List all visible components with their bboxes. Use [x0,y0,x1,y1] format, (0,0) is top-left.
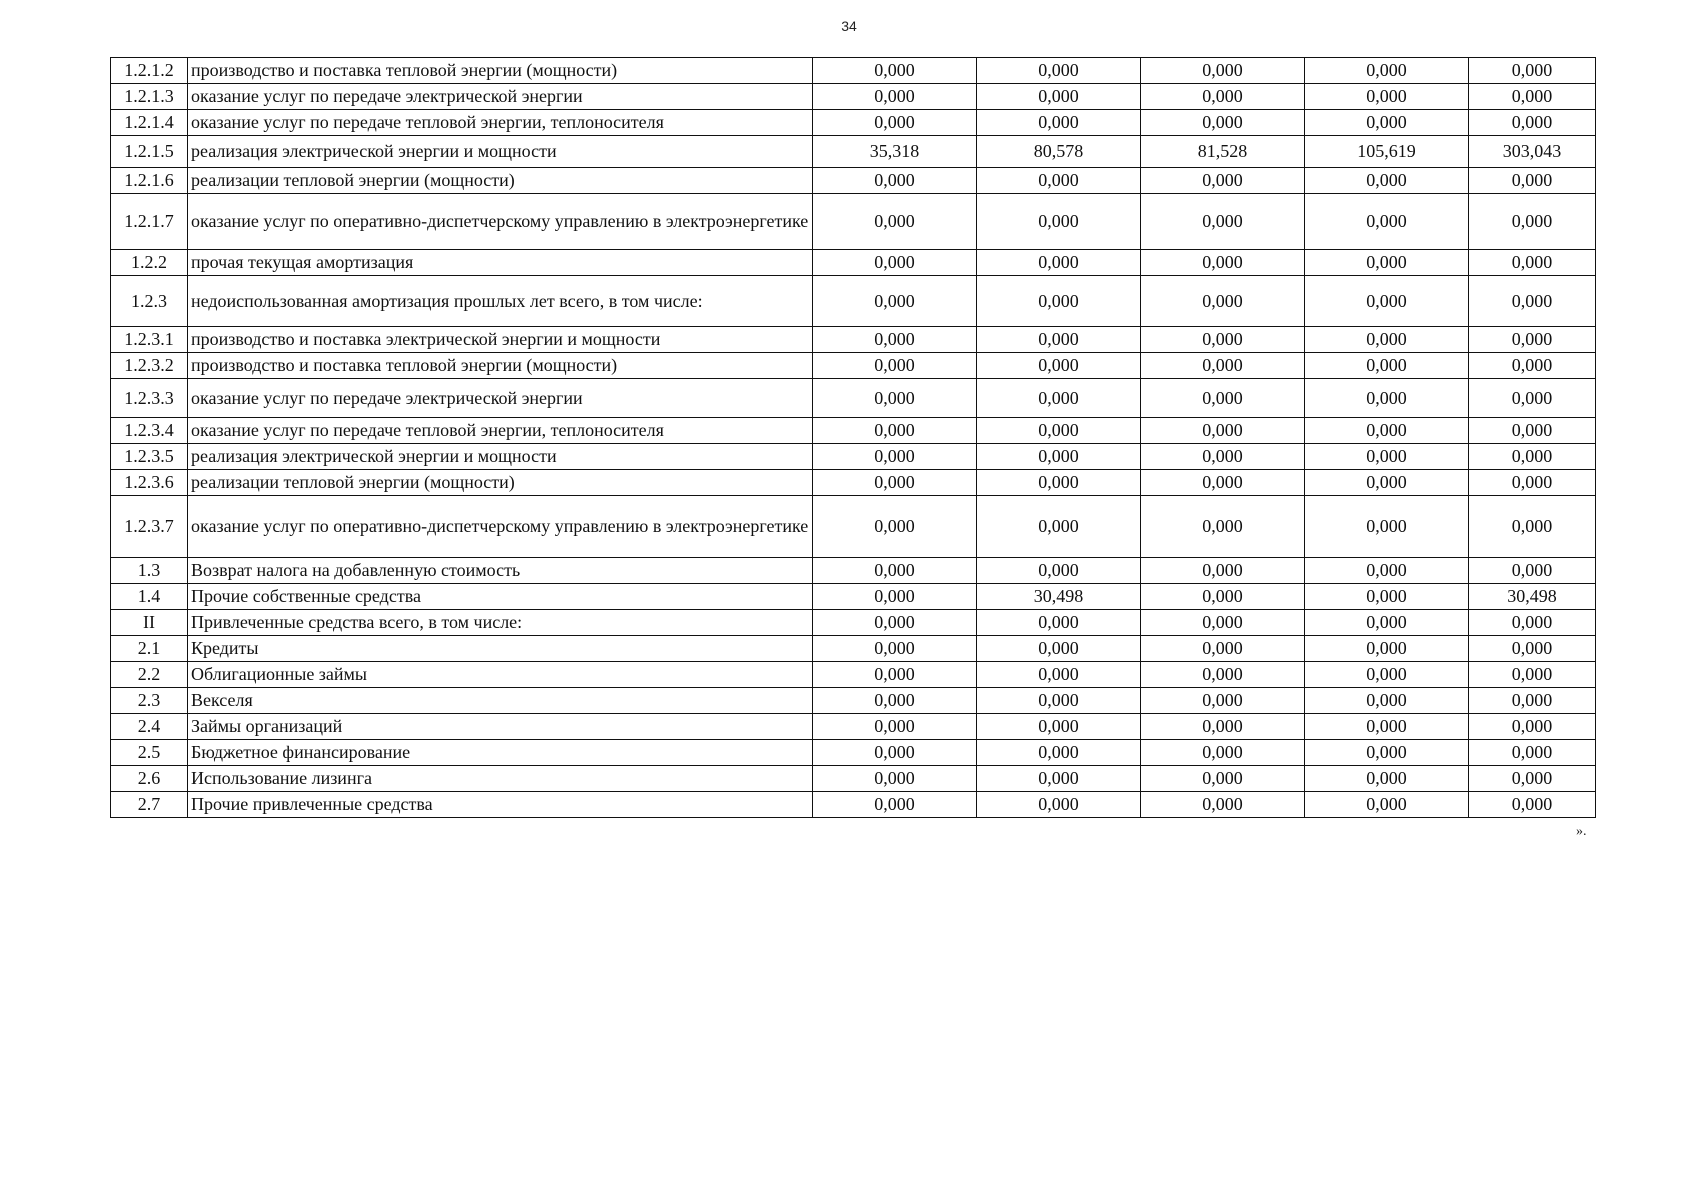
value-cell: 0,000 [813,470,977,496]
row-number: 1.2.1.5 [111,136,188,168]
value-cell: 0,000 [1469,194,1596,250]
value-cell: 0,000 [1305,444,1469,470]
value-cell: 0,000 [813,353,977,379]
value-cell: 0,000 [1141,276,1305,327]
value-cell: 0,000 [977,766,1141,792]
row-name: оказание услуг по оперативно-диспетчерскому управлению в электроэнергетике [188,194,813,250]
value-cell: 0,000 [1469,327,1596,353]
value-cell: 0,000 [1141,353,1305,379]
value-cell: 0,000 [1469,84,1596,110]
value-cell: 0,000 [977,792,1141,818]
value-cell: 0,000 [1141,766,1305,792]
table-row [111,353,1596,379]
value-cell: 0,000 [1305,766,1469,792]
value-cell: 0,000 [813,636,977,662]
row-name: Прочие привлеченные средства [188,792,813,818]
row-name: оказание услуг по передаче тепловой энергии, теплоносителя [188,418,813,444]
value-cell: 0,000 [977,110,1141,136]
value-cell: 0,000 [813,194,977,250]
value-cell: 0,000 [1305,792,1469,818]
value-cell: 0,000 [1469,470,1596,496]
value-cell: 0,000 [1469,250,1596,276]
row-number: 1.2.3 [111,276,188,327]
value-cell: 0,000 [977,168,1141,194]
row-number: II [111,610,188,636]
row-name: недоиспользованная амортизация прошлых лет всего, в том числе: [188,276,813,327]
value-cell: 0,000 [977,740,1141,766]
row-number: 1.2.3.6 [111,470,188,496]
value-cell: 0,000 [977,327,1141,353]
row-number: 2.7 [111,792,188,818]
value-cell: 0,000 [813,84,977,110]
value-cell: 0,000 [1305,58,1469,84]
value-cell: 0,000 [1469,110,1596,136]
table-row [111,444,1596,470]
table-row [111,584,1596,610]
table-row [111,58,1596,84]
value-cell: 0,000 [1141,662,1305,688]
value-cell: 0,000 [813,58,977,84]
value-cell: 0,000 [1305,379,1469,418]
value-cell: 0,000 [977,496,1141,558]
value-cell: 0,000 [1305,558,1469,584]
row-name: реализации тепловой энергии (мощности) [188,168,813,194]
row-name: оказание услуг по передаче электрической энергии [188,84,813,110]
table-row [111,470,1596,496]
value-cell: 0,000 [1305,662,1469,688]
value-cell: 0,000 [1305,636,1469,662]
value-cell: 0,000 [813,792,977,818]
value-cell: 0,000 [1305,276,1469,327]
value-cell: 0,000 [1469,636,1596,662]
value-cell: 0,000 [977,610,1141,636]
value-cell: 0,000 [813,379,977,418]
row-number: 1.2.3.4 [111,418,188,444]
row-name: Облигационные займы [188,662,813,688]
value-cell: 0,000 [977,714,1141,740]
row-number: 2.1 [111,636,188,662]
row-number: 1.2.3.7 [111,496,188,558]
row-number: 1.2.1.3 [111,84,188,110]
value-cell: 0,000 [1469,610,1596,636]
value-cell: 0,000 [1469,58,1596,84]
value-cell: 30,498 [977,584,1141,610]
table-row [111,250,1596,276]
table-row [111,379,1596,418]
row-number: 1.3 [111,558,188,584]
value-cell: 0,000 [1469,353,1596,379]
page-number: 34 [841,18,857,34]
row-number: 1.2.3.2 [111,353,188,379]
value-cell: 30,498 [1469,584,1596,610]
row-number: 2.3 [111,688,188,714]
value-cell: 0,000 [1305,110,1469,136]
value-cell: 0,000 [1469,714,1596,740]
table-row [111,168,1596,194]
value-cell: 0,000 [1141,327,1305,353]
value-cell: 0,000 [1305,194,1469,250]
value-cell: 0,000 [1305,84,1469,110]
value-cell: 0,000 [813,766,977,792]
value-cell: 0,000 [813,688,977,714]
value-cell: 0,000 [1305,168,1469,194]
value-cell: 0,000 [1141,470,1305,496]
value-cell: 0,000 [1469,496,1596,558]
row-number: 2.2 [111,662,188,688]
value-cell: 0,000 [1305,470,1469,496]
value-cell: 0,000 [977,444,1141,470]
value-cell: 0,000 [813,110,977,136]
value-cell: 0,000 [1141,379,1305,418]
row-name: Прочие собственные средства [188,584,813,610]
value-cell: 0,000 [1141,584,1305,610]
row-name: Займы организаций [188,714,813,740]
value-cell: 0,000 [813,610,977,636]
value-cell: 0,000 [1141,58,1305,84]
value-cell: 0,000 [1305,418,1469,444]
value-cell: 0,000 [1305,496,1469,558]
value-cell: 0,000 [1305,740,1469,766]
value-cell: 0,000 [813,327,977,353]
row-name: производство и поставка тепловой энергии (мощности) [188,58,813,84]
table-row [111,688,1596,714]
row-name: Привлеченные средства всего, в том числе: [188,610,813,636]
row-name: Бюджетное финансирование [188,740,813,766]
table-row [111,496,1596,558]
value-cell: 0,000 [977,276,1141,327]
value-cell: 0,000 [977,662,1141,688]
value-cell: 0,000 [1141,496,1305,558]
table-row [111,714,1596,740]
value-cell: 303,043 [1469,136,1596,168]
value-cell: 0,000 [977,353,1141,379]
value-cell: 0,000 [1141,194,1305,250]
row-number: 1.2.1.4 [111,110,188,136]
table-row [111,792,1596,818]
value-cell: 0,000 [1141,418,1305,444]
table-row [111,662,1596,688]
row-number: 1.2.3.5 [111,444,188,470]
row-name: прочая текущая амортизация [188,250,813,276]
value-cell: 0,000 [1469,379,1596,418]
value-cell: 0,000 [813,276,977,327]
value-cell: 0,000 [977,470,1141,496]
row-name: оказание услуг по передаче тепловой энергии, теплоносителя [188,110,813,136]
value-cell: 0,000 [813,740,977,766]
row-name: Использование лизинга [188,766,813,792]
value-cell: 105,619 [1305,136,1469,168]
value-cell: 81,528 [1141,136,1305,168]
row-number: 1.2.1.7 [111,194,188,250]
value-cell: 0,000 [1469,444,1596,470]
value-cell: 0,000 [977,379,1141,418]
value-cell: 0,000 [977,688,1141,714]
value-cell: 0,000 [813,418,977,444]
value-cell: 0,000 [1305,610,1469,636]
value-cell: 0,000 [813,584,977,610]
value-cell: 0,000 [1305,714,1469,740]
row-number: 1.2.1.2 [111,58,188,84]
value-cell: 0,000 [1305,353,1469,379]
value-cell: 0,000 [813,558,977,584]
financing-sources-table [110,57,1596,818]
table-row [111,636,1596,662]
row-number: 2.4 [111,714,188,740]
table-row [111,110,1596,136]
value-cell: 80,578 [977,136,1141,168]
row-name: производство и поставка электрической энергии и мощности [188,327,813,353]
value-cell: 0,000 [1469,168,1596,194]
row-name: Кредиты [188,636,813,662]
value-cell: 0,000 [1469,418,1596,444]
value-cell: 0,000 [1469,688,1596,714]
value-cell: 0,000 [1469,740,1596,766]
value-cell: 0,000 [977,250,1141,276]
value-cell: 0,000 [813,168,977,194]
table-row [111,610,1596,636]
value-cell: 0,000 [1305,327,1469,353]
value-cell: 0,000 [1305,250,1469,276]
table-row [111,84,1596,110]
row-number: 2.6 [111,766,188,792]
value-cell: 0,000 [1141,84,1305,110]
row-number: 1.2.2 [111,250,188,276]
value-cell: 0,000 [1141,792,1305,818]
table-row [111,766,1596,792]
value-cell: 0,000 [813,444,977,470]
table-row [111,276,1596,327]
value-cell: 0,000 [1305,688,1469,714]
row-name: реализация электрической энергии и мощности [188,136,813,168]
value-cell: 0,000 [1305,584,1469,610]
value-cell: 0,000 [1469,276,1596,327]
table-row [111,740,1596,766]
value-cell: 0,000 [977,84,1141,110]
value-cell: 0,000 [1141,610,1305,636]
value-cell: 35,318 [813,136,977,168]
row-number: 1.2.3.3 [111,379,188,418]
row-name: Возврат налога на добавленную стоимость [188,558,813,584]
value-cell: 0,000 [813,662,977,688]
value-cell: 0,000 [1141,558,1305,584]
value-cell: 0,000 [1469,766,1596,792]
row-number: 1.4 [111,584,188,610]
table-row [111,194,1596,250]
table-row [111,418,1596,444]
row-number: 1.2.1.6 [111,168,188,194]
row-name: Векселя [188,688,813,714]
closing-quote-mark: ». [1576,824,1587,839]
row-name: оказание услуг по передаче электрической энергии [188,379,813,418]
value-cell: 0,000 [1141,714,1305,740]
value-cell: 0,000 [1469,558,1596,584]
table-row [111,327,1596,353]
row-number: 1.2.3.1 [111,327,188,353]
value-cell: 0,000 [1141,740,1305,766]
value-cell: 0,000 [977,194,1141,250]
value-cell: 0,000 [813,250,977,276]
value-cell: 0,000 [1141,444,1305,470]
value-cell: 0,000 [1141,250,1305,276]
value-cell: 0,000 [813,496,977,558]
row-name: реализации тепловой энергии (мощности) [188,470,813,496]
value-cell: 0,000 [1141,110,1305,136]
value-cell: 0,000 [977,636,1141,662]
value-cell: 0,000 [813,714,977,740]
value-cell: 0,000 [977,558,1141,584]
value-cell: 0,000 [1469,792,1596,818]
row-name: реализация электрической энергии и мощности [188,444,813,470]
table-row [111,136,1596,168]
value-cell: 0,000 [1469,662,1596,688]
value-cell: 0,000 [977,418,1141,444]
value-cell: 0,000 [1141,688,1305,714]
table-row [111,558,1596,584]
value-cell: 0,000 [1141,636,1305,662]
value-cell: 0,000 [977,58,1141,84]
row-name: производство и поставка тепловой энергии (мощности) [188,353,813,379]
value-cell: 0,000 [1141,168,1305,194]
row-number: 2.5 [111,740,188,766]
row-name: оказание услуг по оперативно-диспетчерскому управлению в электроэнергетике [188,496,813,558]
